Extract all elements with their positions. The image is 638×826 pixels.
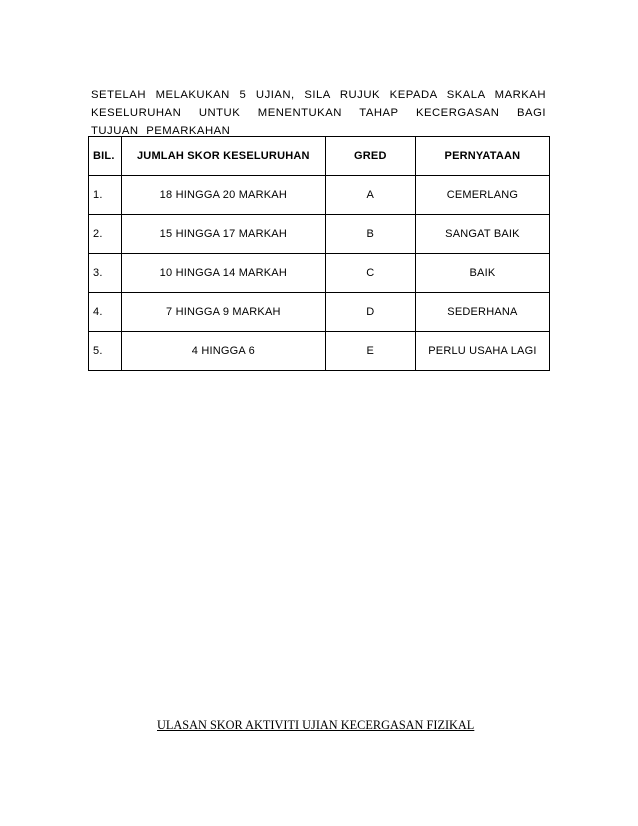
cell-bil: 3. [89,254,122,293]
table-header-row [89,137,550,176]
table-row [89,254,550,293]
cell-jumlah-skor: 7 HINGGA 9 MARKAH [121,293,325,332]
cell-bil: 4. [89,293,122,332]
footer-title: ULASAN SKOR AKTIVITI UJIAN KECERGASAN FIZIKAL [157,718,475,732]
cell-bil: 1. [89,176,122,215]
table-row [89,332,550,371]
cell-jumlah-skor: 15 HINGGA 17 MARKAH [121,215,325,254]
cell-gred: D [325,293,415,332]
cell-gred: E [325,332,415,371]
header-gred: GRED [325,137,415,176]
header-pernyataan: PERNYATAAN [415,137,549,176]
cell-pernyataan: SANGAT BAIK [415,215,549,254]
cell-jumlah-skor: 4 HINGGA 6 [121,332,325,371]
header-bil: BIL. [89,137,122,176]
cell-jumlah-skor: 18 HINGGA 20 MARKAH [121,176,325,215]
table-row [89,176,550,215]
cell-gred: C [325,254,415,293]
cell-pernyataan: SEDERHANA [415,293,549,332]
cell-jumlah-skor: 10 HINGGA 14 MARKAH [121,254,325,293]
table-row [89,215,550,254]
header-jumlah-skor: JUMLAH SKOR KESELURUHAN [121,137,325,176]
cell-bil: 2. [89,215,122,254]
cell-gred: B [325,215,415,254]
intro-paragraph: SETELAH MELAKUKAN 5 UJIAN, SILA RUJUK KEPADA SKALA MARKAH KESELURUHAN UNTUK MENENTUKAN TAHAP KECERGASAN BAGI TUJUAN PEMARKAHAN [91,89,546,138]
cell-pernyataan: CEMERLANG [415,176,549,215]
cell-bil: 5. [89,332,122,371]
table-row [89,293,550,332]
score-scale-table [88,136,550,371]
cell-pernyataan: PERLU USAHA LAGI [415,332,549,371]
cell-pernyataan: BAIK [415,254,549,293]
cell-gred: A [325,176,415,215]
